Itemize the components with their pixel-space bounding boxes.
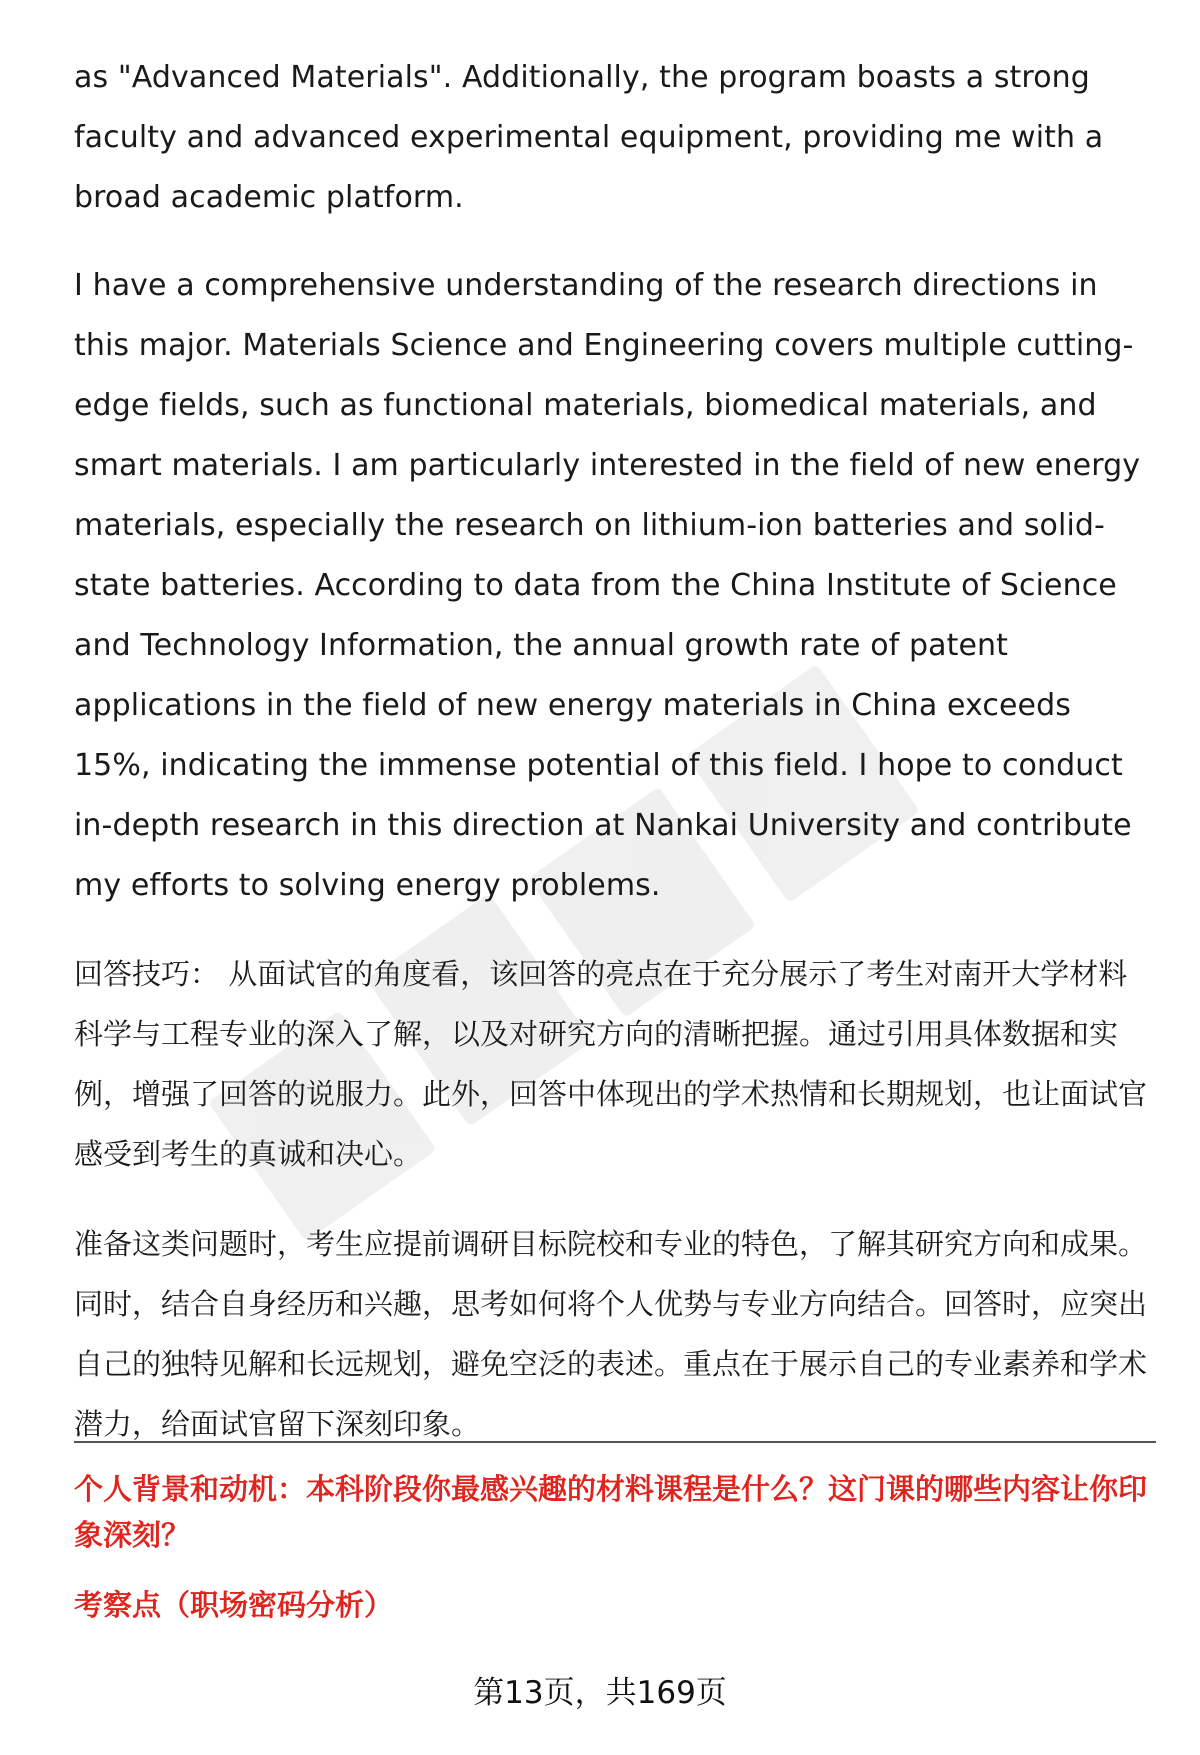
paragraph-en-2: I have a comprehensive understanding of the research directions in this major. Materials Science and Engineering covers multiple cutting-edge fields, such as functional materials, biomedical materials, and smart materials. I am particularly interested in the field of new energy materials, especially the research on lithium-ion batteries and solid-state batteries. According to data from the China Institute of Science and Technology Information, the annual growth rate of patent applications in the field of new energy materials in China exceeds 15%, indicating the immense potential of this field. I hope to conduct in-depth research in this direction at Nankai University and contribute my efforts to solving energy problems.	[74, 268, 1141, 903]
section-divider	[74, 1441, 1156, 1443]
paragraph-answer-tips: 回答技巧： 从面试官的角度看，该回答的亮点在于充分展示了考生对南开大学材料科学与工程专业的深入了解，以及对研究方向的清晰把握。通过引用具体数据和实例，增强了回答的说服力。此外，回答中体现出的学术热情和长期规划，也让面试官感受到考生的真诚和决心。	[74, 957, 1148, 1171]
page-number: 第13页，共169页	[473, 1675, 727, 1711]
document-body	[74, 48, 1154, 1484]
paragraph-en-1: as "Advanced Materials". Additionally, the program boasts a strong faculty and advanced experimental equipment, providing me with a broad academic platform.	[74, 60, 1104, 215]
paragraph-preparation: 准备这类问题时，考生应提前调研目标院校和专业的特色，了解其研究方向和成果。同时，结合自身经历和兴趣，思考如何将个人优势与专业方向结合。回答时，应突出自己的独特见解和长远规划，避免空泛的表述。重点在于展示自己的专业素养和学术潜力，给面试官留下深刻印象。	[74, 1227, 1148, 1441]
question-heading: 个人背景和动机：本科阶段你最感兴趣的材料课程是什么？这门课的哪些内容让你印象深刻？	[74, 1472, 1148, 1552]
analysis-subheading: 考察点（职场密码分析）	[74, 1588, 394, 1622]
